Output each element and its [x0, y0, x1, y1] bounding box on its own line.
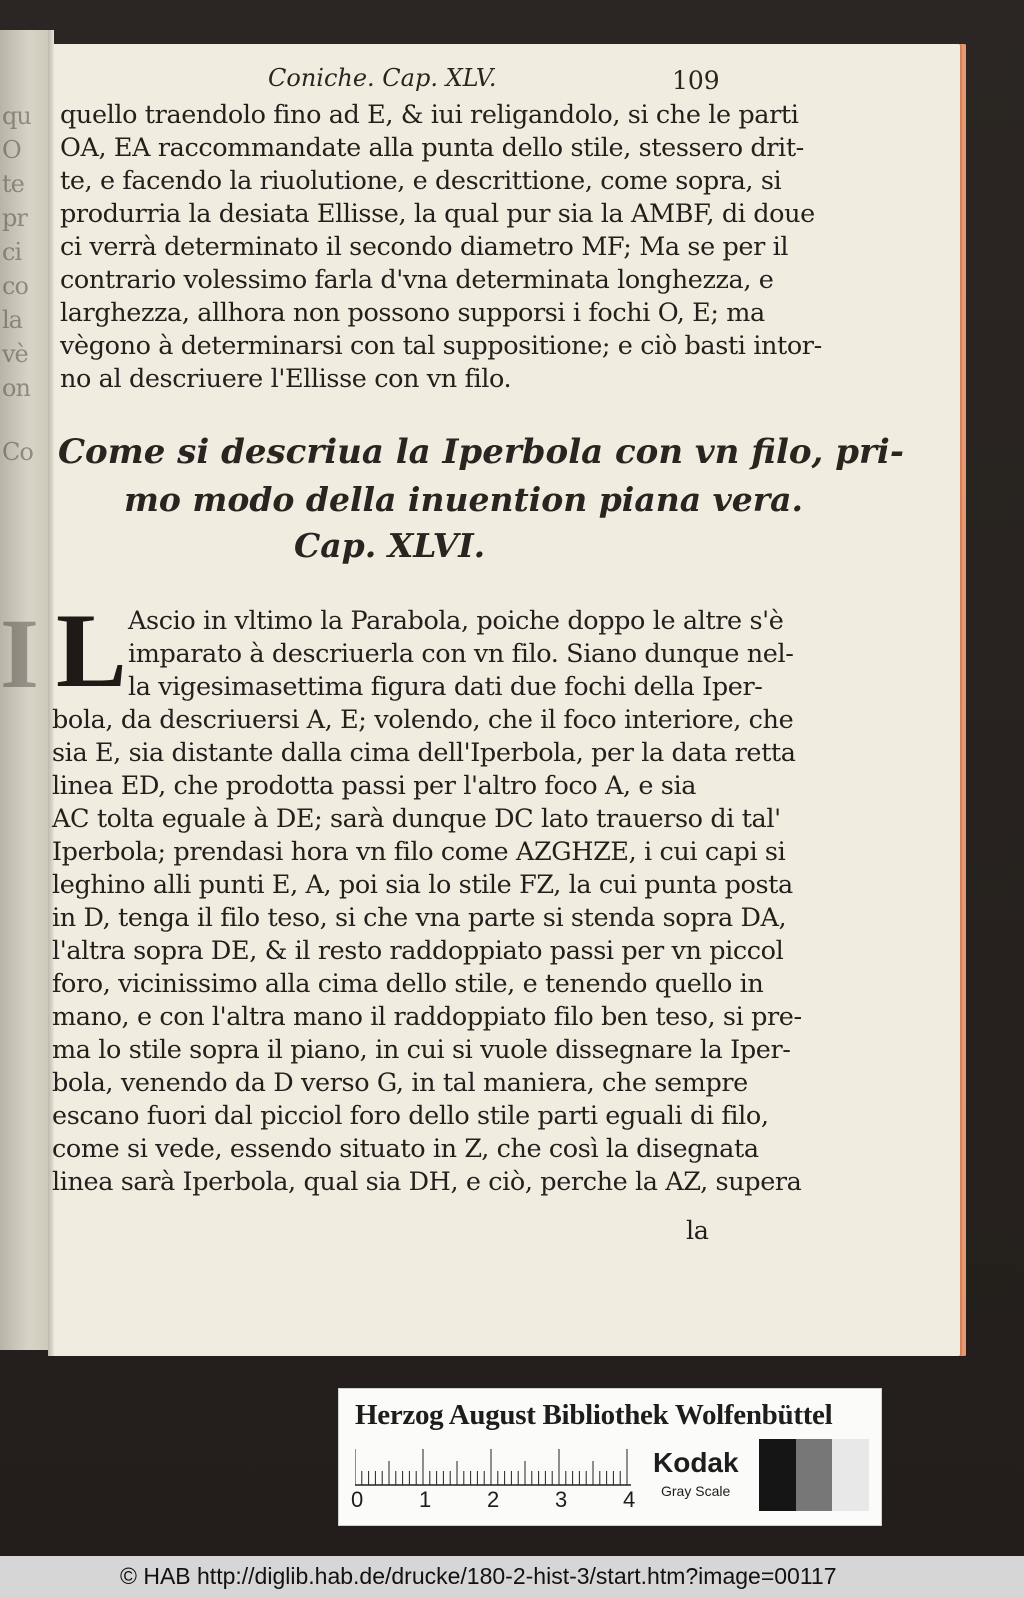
text-line: linea sarà Iperbola, qual sia DH, e ciò, perche la AZ, supera	[52, 1167, 802, 1197]
bleed-text: Co	[2, 438, 33, 466]
bleed-text: ci	[2, 238, 22, 266]
text-line: Iperbola; prendasi hora vn filo come AZGHZE, i cui capi si	[52, 837, 786, 867]
text-line: produrria la desiata Ellisse, la qual pur sia la AMBF, di doue	[60, 199, 815, 229]
text-line: l'altra sopra DE, & il resto raddoppiato passi per vn piccol	[52, 936, 784, 966]
running-head: Coniche. Cap. XLV.	[268, 64, 497, 92]
chapter-title-line-1: Come si descriua la Iperbola con vn filo, pri-	[58, 432, 904, 472]
ruler-number: 3	[555, 1487, 568, 1512]
text-line: escano fuori dal picciol foro dello stile parti eguali di filo,	[52, 1101, 769, 1131]
text-line: linea ED, che prodotta passi per l'altro foco A, e sia	[52, 771, 697, 801]
text-line: mano, e con l'altra mano il raddoppiato filo ben teso, si pre-	[52, 1002, 802, 1032]
bleed-dropcap: I	[0, 598, 39, 709]
bleed-text: co	[2, 272, 28, 300]
ruler-number: 0	[351, 1487, 364, 1512]
text-line: la vigesimasettima figura dati due fochi della Iper-	[128, 672, 763, 702]
text-line: ma lo stile sopra il piano, in cui si vuole dissegnare la Iper-	[52, 1035, 791, 1065]
bleed-text: on	[2, 374, 30, 402]
drop-cap: L	[56, 592, 127, 709]
text-line: bola, venendo da D verso G, in tal maniera, che sempre	[52, 1068, 748, 1098]
ruler-number: 1	[419, 1487, 432, 1512]
text-line: contrario volessimo farla d'vna determinata longhezza, e	[60, 265, 774, 295]
text-line: bola, da descriuersi A, E; volendo, che il foco interiore, che	[52, 705, 794, 735]
text-line: vègono à determinarsi con tal suppositione; e ciò basti intor-	[60, 331, 822, 361]
bleed-text: te	[2, 170, 24, 198]
chapter-title-line-2: mo modo della inuention piana vera.	[124, 480, 803, 519]
bleed-text: qu	[2, 102, 31, 130]
text-line: imparato à descriuerla con vn filo. Siano dunque nel-	[128, 639, 794, 669]
color-calibration-card	[338, 1388, 882, 1526]
catchword: la	[686, 1216, 709, 1246]
text-line: no al descriuere l'Ellisse con vn filo.	[60, 364, 512, 394]
chapter-number: Cap. XLVI.	[294, 526, 486, 565]
kodak-logo: Kodak	[653, 1447, 739, 1478]
text-line: in D, tenga il filo teso, si che vna parte si stenda sopra DA,	[52, 903, 787, 933]
footer-bar	[0, 1556, 1024, 1597]
text-line: quello traendolo fino ad E, & iui religandolo, si che le parti	[60, 100, 799, 130]
bleed-text: pr	[2, 204, 27, 232]
copyright-url: © HAB http://diglib.hab.de/drucke/180-2-hist-3/start.htm?image=00117	[120, 1563, 837, 1589]
gray-scale-label: Gray Scale	[661, 1483, 731, 1499]
text-line: ci verrà determinato il secondo diametro MF; Ma se per il	[60, 232, 789, 262]
page-number: 109	[672, 66, 720, 95]
text-line: foro, vicinissimo alla cima dello stile, e tenendo quello in	[52, 969, 764, 999]
gray-swatches	[759, 1439, 869, 1511]
text-line: larghezza, allhora non possono supporsi i fochi O, E; ma	[60, 298, 765, 328]
text-line: AC tolta eguale à DE; sarà dunque DC lato trauerso di tal'	[52, 804, 781, 834]
swatch-light	[832, 1439, 869, 1511]
swatch-dark	[759, 1439, 796, 1511]
ruler-scale	[355, 1447, 635, 1487]
institution-name: Herzog August Bibliothek Wolfenbüttel	[355, 1399, 833, 1431]
ruler-number: 4	[623, 1487, 636, 1512]
bleed-text: O	[2, 136, 21, 164]
text-line: te, e facendo la riuolutione, e descrittione, come sopra, si	[60, 166, 782, 196]
text-line: Ascio in vltimo la Parabola, poiche doppo le altre s'è	[128, 606, 784, 636]
text-line: leghino alli punti E, A, poi sia lo stile FZ, la cui punta posta	[52, 870, 793, 900]
bleed-text: la	[2, 306, 22, 334]
text-line: come si vede, essendo situato in Z, che così la disegnata	[52, 1134, 759, 1164]
text-line: sia E, sia distante dalla cima dell'Iperbola, per la data retta	[52, 738, 796, 768]
ruler-number: 2	[487, 1487, 500, 1512]
bleed-text: vè	[2, 340, 28, 368]
swatch-mid	[796, 1439, 833, 1511]
text-line: OA, EA raccommandate alla punta dello stile, stessero drit-	[60, 133, 804, 163]
